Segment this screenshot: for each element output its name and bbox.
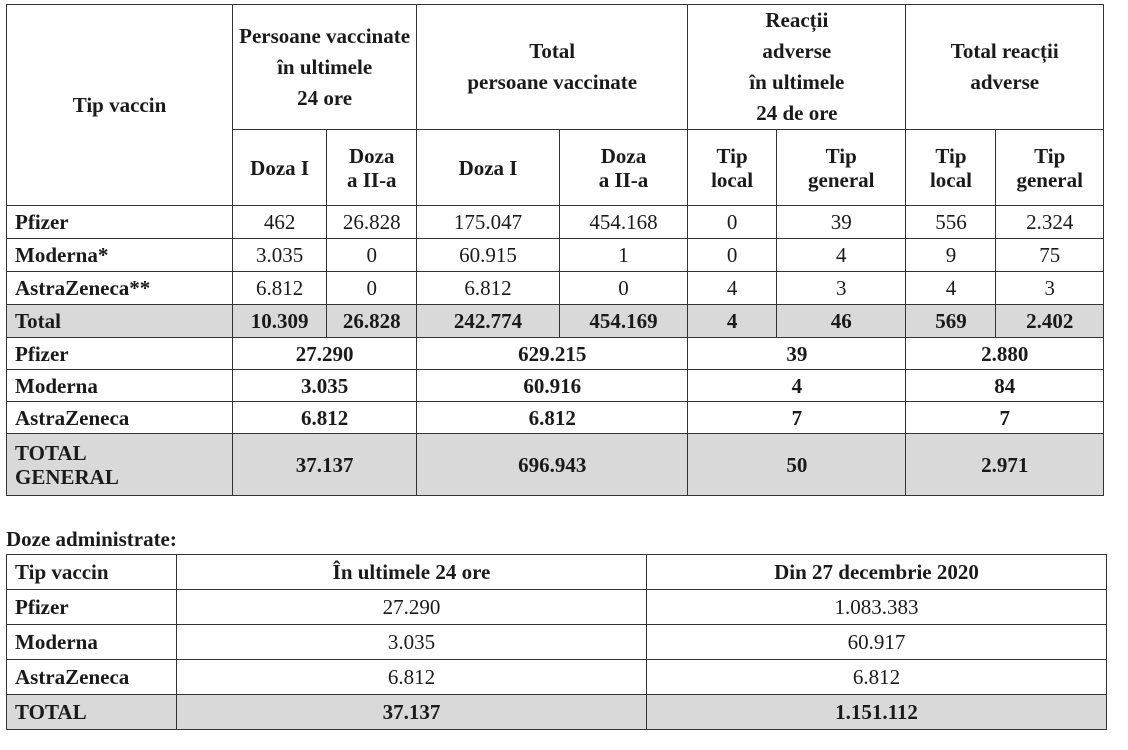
cell: 6.812 xyxy=(232,402,416,434)
row-label: Moderna* xyxy=(7,239,233,272)
table-row xyxy=(7,660,1107,695)
header-total-persoane: Total persoane vaccinate xyxy=(417,5,688,130)
cell: 4 xyxy=(688,272,777,305)
doses-table xyxy=(6,554,1107,730)
row-label: TOTAL xyxy=(7,695,177,730)
row-label: Moderna xyxy=(7,625,177,660)
doze-caption: Doze administrate: xyxy=(6,527,177,551)
cell: 6.812 xyxy=(177,660,647,695)
header-persoane-24h: Persoane vaccinate în ultimele 24 ore xyxy=(232,5,416,130)
table-row xyxy=(7,239,1104,272)
subheader-doza-1: Doza I xyxy=(232,130,326,206)
cell: 60.915 xyxy=(417,239,560,272)
cell: 9 xyxy=(906,239,996,272)
header-total-reactii: Total reacții adverse xyxy=(906,5,1104,130)
cell: 46 xyxy=(777,305,906,338)
cell: 3 xyxy=(996,272,1104,305)
row-label: TOTAL GENERAL xyxy=(7,434,233,496)
cell: 39 xyxy=(777,206,906,239)
row-label: Total xyxy=(7,305,233,338)
cell: 3 xyxy=(777,272,906,305)
cell: 37.137 xyxy=(232,434,416,496)
grand-total-row xyxy=(7,434,1104,496)
cell: 7 xyxy=(906,402,1104,434)
cell: 1.083.383 xyxy=(647,590,1107,625)
summary-row xyxy=(7,338,1104,370)
cell: 4 xyxy=(688,370,906,402)
header-din-27-dec: Din 27 decembrie 2020 xyxy=(647,555,1107,590)
summary-row xyxy=(7,402,1104,434)
cell: 1 xyxy=(559,239,687,272)
cell: 39 xyxy=(688,338,906,370)
cell: 242.774 xyxy=(417,305,560,338)
subheader-tip-local: Tip local xyxy=(688,130,777,206)
total-row xyxy=(7,305,1104,338)
cell: 60.917 xyxy=(647,625,1107,660)
cell: 4 xyxy=(688,305,777,338)
table-row xyxy=(7,590,1107,625)
cell: 60.916 xyxy=(417,370,688,402)
cell: 2.880 xyxy=(906,338,1104,370)
cell: 462 xyxy=(232,206,326,239)
header-reactii-24h: Reacții adverse în ultimele 24 de ore xyxy=(688,5,906,130)
cell: 1.151.112 xyxy=(647,695,1107,730)
row-label: AstraZeneca** xyxy=(7,272,233,305)
cell: 0 xyxy=(688,239,777,272)
cell: 2.971 xyxy=(906,434,1104,496)
total-row xyxy=(7,695,1107,730)
cell: 50 xyxy=(688,434,906,496)
table-header-row xyxy=(7,555,1107,590)
row-label: AstraZeneca xyxy=(7,660,177,695)
table-row xyxy=(7,272,1104,305)
row-label: Pfizer xyxy=(7,590,177,625)
subheader-doza-2: Doza a II-a xyxy=(327,130,417,206)
row-label: Pfizer xyxy=(7,338,233,370)
subheader-total-tip-general: Tip general xyxy=(996,130,1104,206)
cell: 6.812 xyxy=(232,272,326,305)
cell: 6.812 xyxy=(417,402,688,434)
cell: 7 xyxy=(688,402,906,434)
cell: 37.137 xyxy=(177,695,647,730)
cell: 3.035 xyxy=(232,370,416,402)
vaccination-stats-table xyxy=(6,4,1104,496)
cell: 4 xyxy=(777,239,906,272)
cell: 10.309 xyxy=(232,305,326,338)
subheader-tip-general: Tip general xyxy=(777,130,906,206)
cell: 0 xyxy=(559,272,687,305)
cell: 0 xyxy=(688,206,777,239)
cell: 629.215 xyxy=(417,338,688,370)
cell: 26.828 xyxy=(327,206,417,239)
header-ultimele-24: În ultimele 24 ore xyxy=(177,555,647,590)
row-label: Moderna xyxy=(7,370,233,402)
cell: 75 xyxy=(996,239,1104,272)
cell: 6.812 xyxy=(417,272,560,305)
table-row xyxy=(7,206,1104,239)
cell: 6.812 xyxy=(647,660,1107,695)
header-tip-vaccin: Tip vaccin xyxy=(7,5,233,206)
subheader-total-tip-local: Tip local xyxy=(906,130,996,206)
cell: 696.943 xyxy=(417,434,688,496)
cell: 556 xyxy=(906,206,996,239)
cell: 26.828 xyxy=(327,305,417,338)
summary-row xyxy=(7,370,1104,402)
cell: 2.402 xyxy=(996,305,1104,338)
cell: 4 xyxy=(906,272,996,305)
cell: 454.169 xyxy=(559,305,687,338)
table-row xyxy=(7,625,1107,660)
cell: 454.168 xyxy=(559,206,687,239)
cell: 569 xyxy=(906,305,996,338)
cell: 3.035 xyxy=(177,625,647,660)
cell: 175.047 xyxy=(417,206,560,239)
cell: 84 xyxy=(906,370,1104,402)
subheader-total-doza-1: Doza I xyxy=(417,130,560,206)
row-label: Pfizer xyxy=(7,206,233,239)
row-label: AstraZeneca xyxy=(7,402,233,434)
cell: 3.035 xyxy=(232,239,326,272)
cell: 2.324 xyxy=(996,206,1104,239)
cell: 27.290 xyxy=(232,338,416,370)
cell: 27.290 xyxy=(177,590,647,625)
subheader-total-doza-2: Doza a II-a xyxy=(559,130,687,206)
header-tip-vaccin: Tip vaccin xyxy=(7,555,177,590)
cell: 0 xyxy=(327,272,417,305)
cell: 0 xyxy=(327,239,417,272)
